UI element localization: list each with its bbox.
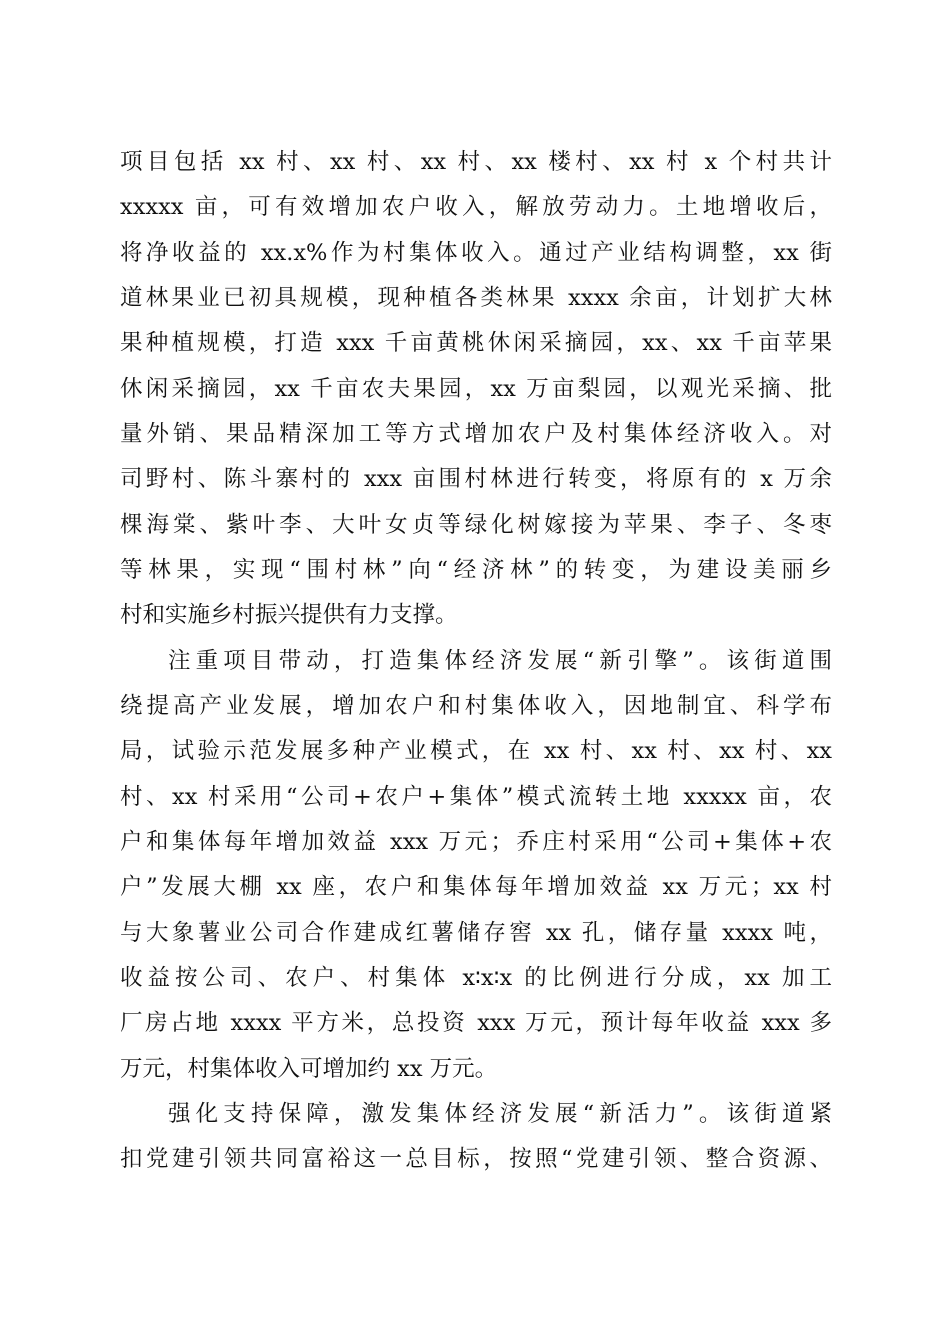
text-line: xxxxx 亩，可有效增加农户收入，解放劳动力。土地增收后， (120, 194, 832, 220)
text-line: 道林果业已初具规模，现种植各类林果 xxxx 余亩，计划扩大林 (120, 285, 832, 311)
text-line: 注重项目带动，打造集体经济发展“新引擎”。该街道围 (168, 648, 832, 674)
text-line: 等林果，实现“围村林”向“经济林”的转变，为建设美丽乡 (120, 557, 832, 583)
text-line: 绕提高产业发展，增加农户和村集体收入，因地制宜、科学布 (120, 693, 832, 719)
text-line: 村和实施乡村振兴提供有力支撑。 (120, 602, 458, 628)
text-line: 扣党建引领共同富裕这一总目标，按照“党建引领、整合资源、 (120, 1146, 832, 1172)
text-line: 户”发展大棚 xx 座，农户和集体每年增加效益 xx 万元；xx 村 (120, 874, 832, 900)
text-line: 与大象薯业公司合作建成红薯储存窖 xx 孔，储存量 xxxx 吨， (120, 920, 832, 946)
text-line: 村、xx 村采用“公司+农户+集体”模式流转土地 xxxxx 亩，农 (120, 784, 832, 810)
text-line: 万元，村集体收入可增加约 xx 万元。 (120, 1056, 498, 1082)
text-line: 局，试验示范发展多种产业模式，在 xx 村、xx 村、xx 村、xx (120, 738, 832, 764)
text-line: 司野村、陈斗寨村的 xxx 亩围村林进行转变，将原有的 x 万余 (120, 466, 832, 492)
text-line: 强化支持保障，激发集体经济发展“新活力”。该街道紧 (168, 1101, 832, 1127)
text-line: 量外销、果品精深加工等方式增加农户及村集体经济收入。对 (120, 421, 832, 447)
text-line: 项目包括 xx 村、xx 村、xx 村、xx 楼村、xx 村 x 个村共计 (120, 149, 832, 175)
text-line: 将净收益的 xx.x%作为村集体收入。通过产业结构调整，xx 街 (120, 240, 832, 266)
text-line: 厂房占地 xxxx 平方米，总投资 xxx 万元，预计每年收益 xxx 多 (120, 1010, 832, 1036)
text-line: 果种植规模，打造 xxx 千亩黄桃休闲采摘园，xx、xx 千亩苹果 (120, 330, 832, 356)
text-line: 收益按公司、农户、村集体 x∶x∶x 的比例进行分成，xx 加工 (120, 965, 832, 991)
text-line: 棵海棠、紫叶李、大叶女贞等绿化树嫁接为苹果、李子、冬枣 (120, 512, 832, 538)
text-line: 休闲采摘园，xx 千亩农夫果园，xx 万亩梨园，以观光采摘、批 (120, 376, 832, 402)
text-line: 户和集体每年增加效益 xxx 万元；乔庄村采用“公司+集体+农 (120, 829, 832, 855)
